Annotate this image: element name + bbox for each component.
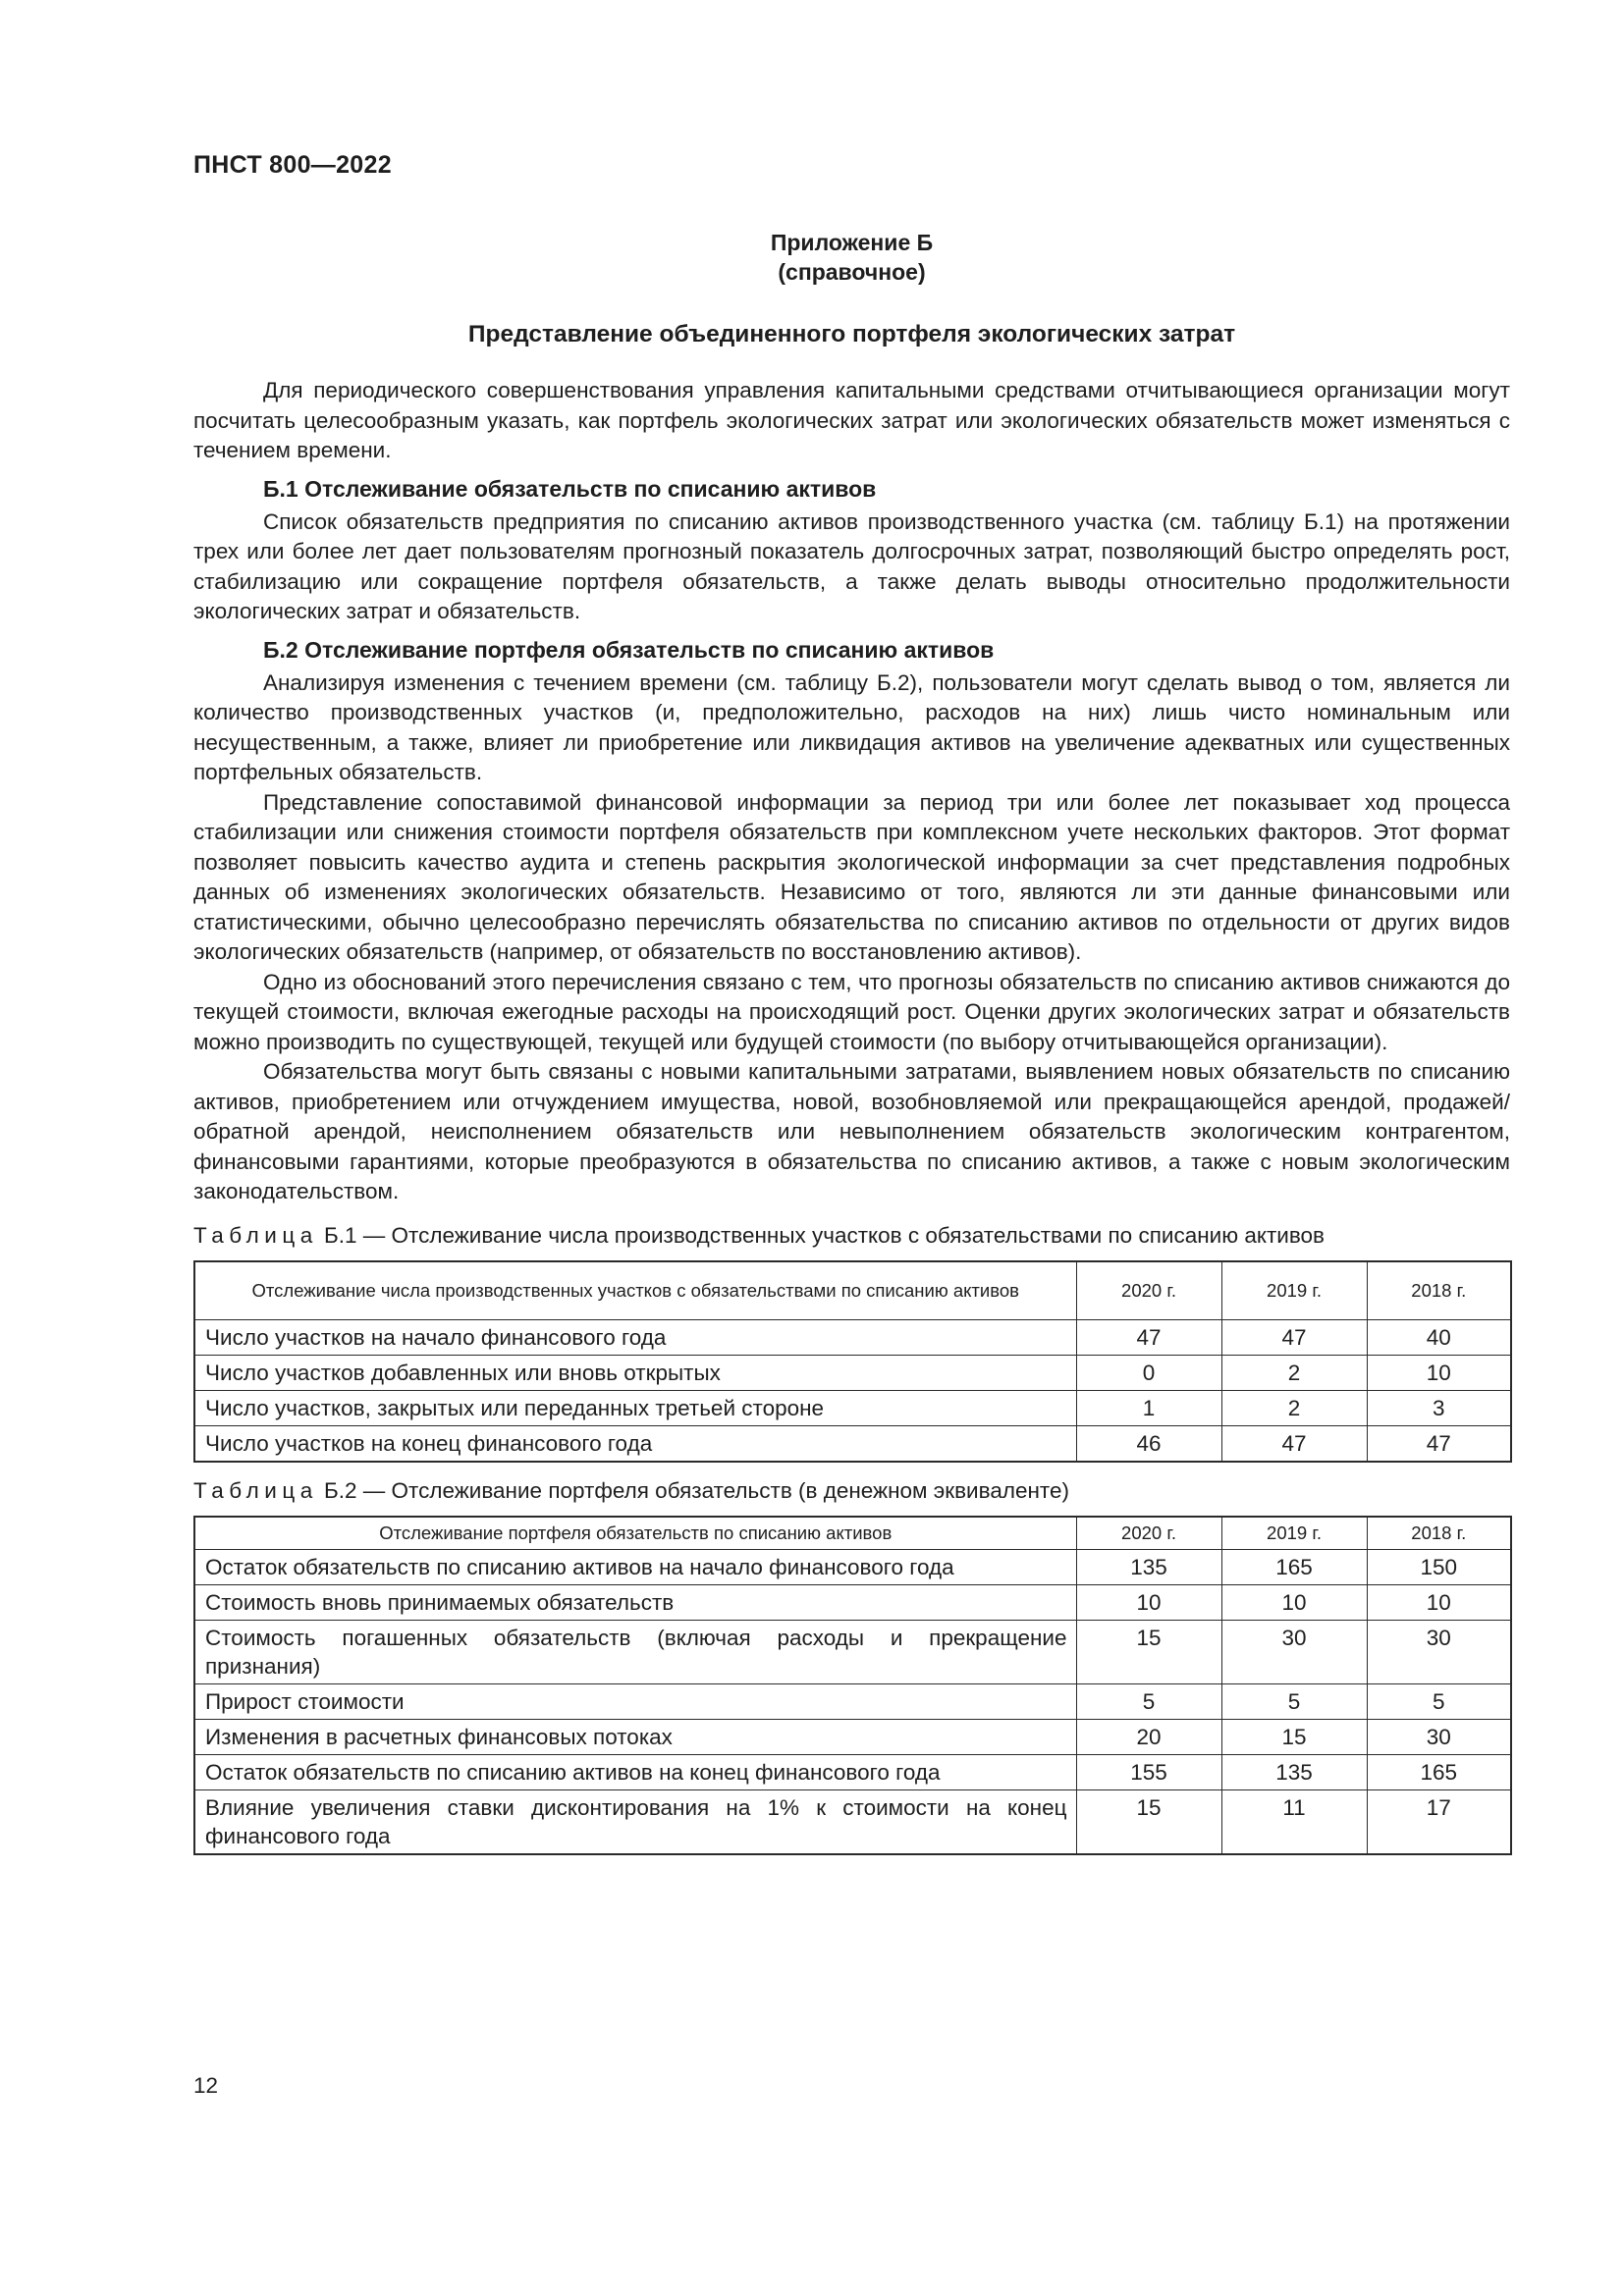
table-row [194, 1549, 1511, 1584]
row-value: 150 [1367, 1549, 1511, 1584]
annex-heading: Представление объединенного портфеля экологических затрат [467, 321, 1236, 347]
row-value: 20 [1076, 1719, 1221, 1754]
row-label: Стоимость погашенных обязательств (включая расходы и прекращение признания) [194, 1620, 1076, 1683]
table-row [194, 1719, 1511, 1754]
section-b2-heading: Б.2 Отслеживание портфеля обязательств по списанию активов [263, 636, 995, 663]
row-value: 0 [1076, 1355, 1221, 1390]
year-header-cell: 2018 г. [1367, 1261, 1511, 1320]
row-label: Влияние увеличения ставки дисконтирования на 1% к стоимости на конец финансового года [194, 1789, 1076, 1854]
table-row [194, 1620, 1511, 1683]
year-header-cell: 2018 г. [1367, 1517, 1511, 1550]
row-value: 1 [1076, 1390, 1221, 1425]
section-b2-paragraph: Представление сопоставимой финансовой информации за период три или более лет показывает ход процесса стабилизации или снижения стоимости портфеля обязательств при комплексном учете нескольких факторов. Этот формат позволяет повысить качество аудита и степень раскрытия экологической информации за счет представления подробных данных об изменениях экологических обязательств. Независимо от того, являются ли эти данные финансовыми или статистическими, обычно целесообразно перечислять обязательства по списанию активов по отдельности от других видов экологических обязательств (например, от обязательств по восстановлению активов). [193, 789, 1510, 964]
row-value: 165 [1221, 1549, 1367, 1584]
row-value: 10 [1221, 1584, 1367, 1620]
page-number: 12 [193, 2073, 219, 2098]
table-header-cell: Отслеживание числа производственных участков с обязательствами по списанию активов [194, 1261, 1076, 1320]
table-b2-caption-label: Таблица [193, 1477, 318, 1503]
table-row [194, 1584, 1511, 1620]
year-header-cell: 2019 г. [1221, 1261, 1367, 1320]
row-value: 17 [1367, 1789, 1511, 1854]
row-value: 155 [1076, 1754, 1221, 1789]
row-value: 15 [1221, 1719, 1367, 1754]
row-value: 30 [1367, 1719, 1511, 1754]
annex-title: Приложение Б [770, 230, 934, 255]
row-value: 46 [1076, 1425, 1221, 1462]
table-b2-caption [193, 1476, 1510, 1506]
table-header-row [194, 1517, 1511, 1550]
table-b1 [193, 1260, 1512, 1463]
section-b2-paragraph: Одно из обоснований этого перечисления связано с тем, что прогнозы обязательств по списанию активов снижаются до текущей стоимости, включая ежегодные расходы на происходящий рост. Оценки других экологических затрат и обязательств можно производить по существующей, текущей или будущей стоимости (по выбору отчитывающейся организации). [193, 969, 1510, 1054]
row-value: 2 [1221, 1390, 1367, 1425]
row-value: 11 [1221, 1789, 1367, 1854]
row-label: Изменения в расчетных финансовых потоках [194, 1719, 1076, 1754]
year-header-cell: 2020 г. [1076, 1517, 1221, 1550]
row-value: 15 [1076, 1620, 1221, 1683]
table-row [194, 1319, 1511, 1355]
row-value: 165 [1367, 1754, 1511, 1789]
row-value: 2 [1221, 1355, 1367, 1390]
table-header-cell: Отслеживание портфеля обязательств по списанию активов [194, 1517, 1076, 1550]
row-value: 15 [1076, 1789, 1221, 1854]
table-b2-caption-text: Б.2 — Отслеживание портфеля обязательств (в денежном эквиваленте) [324, 1477, 1069, 1503]
row-value: 47 [1367, 1425, 1511, 1462]
row-value: 10 [1367, 1355, 1511, 1390]
row-label: Прирост стоимости [194, 1683, 1076, 1719]
row-value: 30 [1367, 1620, 1511, 1683]
table-b2 [193, 1516, 1512, 1855]
row-label: Число участков на начало финансового года [194, 1319, 1076, 1355]
row-value: 135 [1076, 1549, 1221, 1584]
row-value: 5 [1221, 1683, 1367, 1719]
year-header-cell: 2020 г. [1076, 1261, 1221, 1320]
row-label: Число участков добавленных или вновь открытых [194, 1355, 1076, 1390]
document-code: ПНСТ 800—2022 [193, 151, 392, 179]
year-header-cell: 2019 г. [1221, 1517, 1367, 1550]
row-label: Стоимость вновь принимаемых обязательств [194, 1584, 1076, 1620]
table-row [194, 1683, 1511, 1719]
row-value: 47 [1221, 1425, 1367, 1462]
row-value: 135 [1221, 1754, 1367, 1789]
table-b1-caption-label: Таблица [193, 1222, 318, 1248]
table-row [194, 1754, 1511, 1789]
annex-subtitle: (справочное) [778, 259, 926, 285]
page-content [193, 228, 1510, 1855]
row-value: 30 [1221, 1620, 1367, 1683]
row-value: 40 [1367, 1319, 1511, 1355]
row-value: 3 [1367, 1390, 1511, 1425]
row-label: Число участков на конец финансового года [194, 1425, 1076, 1462]
table-row [194, 1390, 1511, 1425]
row-value: 5 [1367, 1683, 1511, 1719]
row-value: 5 [1076, 1683, 1221, 1719]
table-row [194, 1355, 1511, 1390]
section-b2-paragraph: Анализируя изменения с течением времени (см. таблицу Б.2), пользователи могут сделать вывод о том, является ли количество производственных участков (и, предположительно, расходов на них) лишь чисто номинальным или несущественным, а также, влияет ли приобретение или ликвидация активов на увеличение адекватных или существенных портфельных обязательств. [193, 669, 1510, 784]
table-header-row [194, 1261, 1511, 1320]
section-b1-heading: Б.1 Отслеживание обязательств по списанию активов [263, 475, 877, 502]
row-value: 47 [1076, 1319, 1221, 1355]
table-b1-caption-text: Б.1 — Отслеживание числа производственных участков с обязательствами по списанию активов [324, 1222, 1325, 1248]
row-label: Остаток обязательств по списанию активов на начало финансового года [194, 1549, 1076, 1584]
row-label: Остаток обязательств по списанию активов на конец финансового года [194, 1754, 1076, 1789]
row-value: 47 [1221, 1319, 1367, 1355]
row-value: 10 [1367, 1584, 1511, 1620]
intro-paragraph: Для периодического совершенствования управления капитальными средствами отчитывающиеся организации могут посчитать целесообразным указать, как портфель экологических затрат или экологических обязательств может изменяться с течением времени. [193, 378, 1510, 462]
table-row [194, 1789, 1511, 1854]
table-row [194, 1425, 1511, 1462]
section-b1-paragraph: Список обязательств предприятия по списанию активов производственного участка (см. таблицу Б.1) на протяжении трех или более лет дает пользователям прогнозный показатель долгосрочных затрат, позволяющий быстро определять рост, стабилизацию или сокращение портфеля обязательств, а также делать выводы относительно продолжительности экологических затрат и обязательств. [193, 508, 1510, 623]
row-label: Число участков, закрытых или переданных третьей стороне [194, 1390, 1076, 1425]
table-b1-caption [193, 1221, 1510, 1251]
row-value: 10 [1076, 1584, 1221, 1620]
section-b2-paragraph: Обязательства могут быть связаны с новыми капитальными затратами, выявлением новых обязательств по списанию активов, приобретением или отчуждением имущества, новой, возобновляемой или прекращающейся арендой, продажей/обратной арендой, неисполнением обязательств или невыполнением обязательств экологическим контрагентом, финансовыми гарантиями, которые преобразуются в обязательства по списанию активов, а также с новым экологическим законодательством. [193, 1059, 1510, 1203]
